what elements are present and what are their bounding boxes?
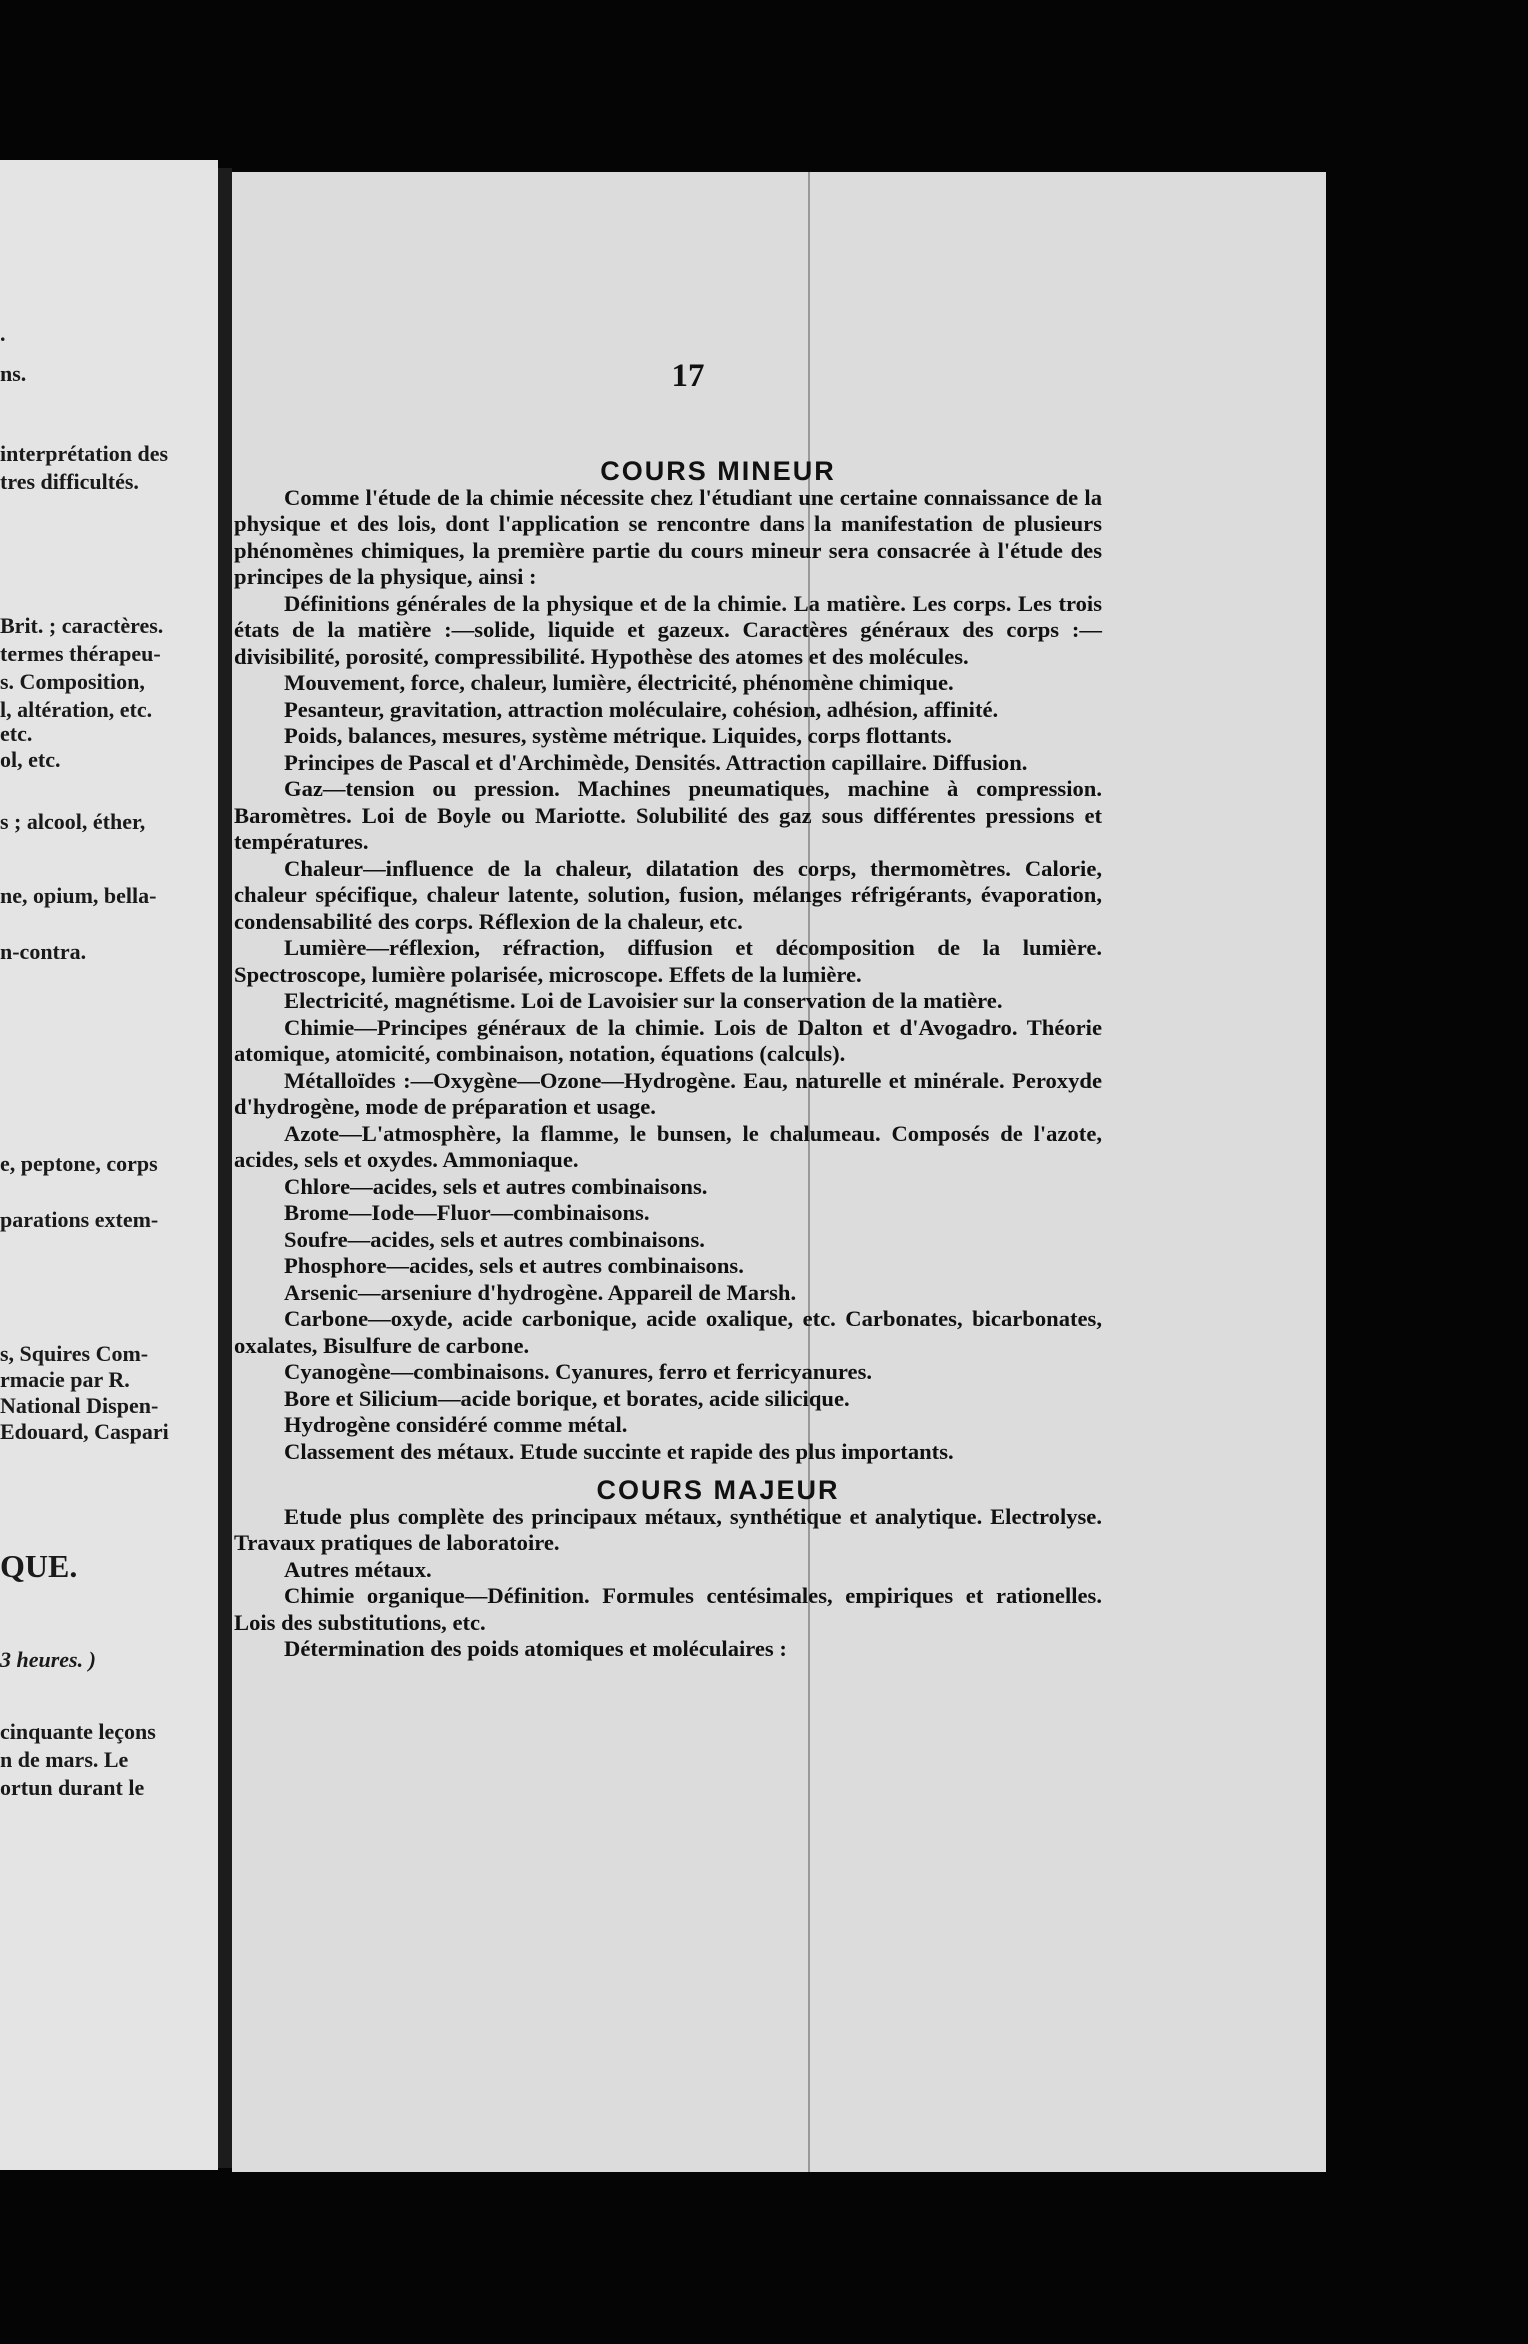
paragraph: Chimie organique—Définition. Formules centésimales, empiriques et rationelles. Lois des substitutions, etc. (234, 1583, 1102, 1635)
left-page-line: termes thérapeu- (0, 641, 161, 666)
paragraph: Métalloïdes :—Oxygène—Ozone—Hydrogène. Eau, naturelle et minérale. Peroxyde d'hydrogène, mode de préparation et usage. (234, 1067, 1102, 1119)
section-title-cours-mineur: COURS MINEUR (600, 456, 836, 486)
paragraph: Pesanteur, gravitation, attraction moléculaire, cohésion, adhésion, affinité. (284, 696, 999, 722)
left-page-line: etc. (0, 721, 33, 746)
cours-mineur-body (234, 485, 1102, 1466)
paragraph: Principes de Pascal et d'Archimède, Densités. Attraction capillaire. Diffusion. (284, 749, 1028, 775)
paragraph: Carbone—oxyde, acide carbonique, acide oxalique, etc. Carbonates, bicarbonates, oxalates, Bisulfure de carbone. (234, 1306, 1102, 1358)
left-page-line: Edouard, Caspari (0, 1419, 169, 1444)
paragraph: Détermination des poids atomiques et moléculaires : (284, 1636, 787, 1661)
right-page (232, 172, 1326, 2172)
left-page-line: ol, etc. (0, 747, 61, 772)
cours-majeur-body (234, 1504, 1102, 1663)
paragraph: Poids, balances, mesures, système métrique. Liquides, corps flottants. (284, 723, 952, 748)
paragraph: Classement des métaux. Etude succinte et rapide des plus importants. (284, 1438, 954, 1464)
paragraph: Arsenic—arseniure d'hydrogène. Appareil de Marsh. (284, 1279, 797, 1305)
page-content (234, 358, 1102, 1663)
paragraph: Chlore—acides, sels et autres combinaisons. (284, 1173, 708, 1199)
paragraph: Mouvement, force, chaleur, lumière, électricité, phénomène chimique. (284, 670, 954, 695)
left-page-line: n-contra. (0, 939, 87, 964)
left-page-line: QUE. (0, 1548, 78, 1584)
left-page-line: s ; alcool, éther, (0, 809, 146, 834)
paragraph: Phosphore—acides, sels et autres combinaisons. (284, 1253, 744, 1278)
left-page-line: e, peptone, corps (0, 1151, 158, 1176)
left-page (0, 160, 218, 2170)
paragraph: Bore et Silicium—acide borique, et borates, acide silicique. (284, 1385, 850, 1411)
paragraph: Comme l'étude de la chimie nécessite chez l'étudiant une certaine connaissance de la physique et des lois, dont l'application se rencontre dans la manifestation de plusieurs phénomènes chimiques, la première partie du cours mineur sera consacrée à l'étude des principes de la physique, ainsi : (234, 484, 1102, 589)
paragraph: Azote—L'atmosphère, la flamme, le bunsen, le chalumeau. Composés de l'azote, acides, sels et oxydes. Ammoniaque. (234, 1120, 1102, 1172)
left-page-line: n de mars. Le (0, 1747, 129, 1772)
left-page-line: s. Composition, (0, 669, 145, 694)
left-page-line: parations extem- (0, 1207, 159, 1232)
paragraph: Chaleur—influence de la chaleur, dilatation des corps, thermomètres. Calorie, chaleur spécifique, chaleur latente, solution, fusion, mélanges réfrigérants, évaporation, condensabilité des corps. Réflexion de la chaleur, etc. (234, 855, 1102, 934)
paragraph: Gaz—tension ou pression. Machines pneumatiques, machine à compression. Baromètres. Loi de Boyle ou Mariotte. Solubilité des gaz sous différentes pressions et températures. (234, 776, 1102, 854)
paragraph: Brome—Iode—Fluor—combinaisons. (284, 1200, 650, 1225)
left-page-line: l, altération, etc. (0, 697, 153, 722)
left-page-line: interprétation des (0, 441, 169, 466)
left-page-line: National Dispen- (0, 1393, 159, 1418)
left-page-line: 3 heures. ) (0, 1647, 96, 1672)
left-page-line: . (0, 321, 6, 346)
paragraph: Chimie—Principes généraux de la chimie. Lois de Dalton et d'Avogadro. Théorie atomique, atomicité, combinaison, notation, équations (calculs). (234, 1014, 1102, 1066)
page-number: 17 (671, 358, 705, 394)
paragraph: Lumière—réflexion, réfraction, diffusion et décomposition de la lumière. Spectroscope, lumière polarisée, microscope. Effets de la lumière. (234, 935, 1102, 987)
left-page-line: cinquante leçons (0, 1719, 156, 1744)
left-page-line: Brit. ; caractères. (0, 613, 164, 638)
left-page-line: tres difficultés. (0, 469, 139, 494)
paragraph: Electricité, magnétisme. Loi de Lavoisier sur la conservation de la matière. (284, 988, 1003, 1013)
paragraph: Cyanogène—combinaisons. Cyanures, ferro et ferricyanures. (284, 1359, 873, 1384)
left-page-line: ne, opium, bella- (0, 883, 157, 908)
paragraph: Définitions générales de la physique et de la chimie. La matière. Les corps. Les trois états de la matière :—solide, liquide et gazeux. Caractères généraux des corps :—divisibilité, porosité, compressibilité. Hypothèse des atomes et des molécules. (234, 590, 1102, 669)
left-page-line: ns. (0, 361, 27, 386)
paragraph: Etude plus complète des principaux métaux, synthétique et analytique. Electrolyse. Travaux pratiques de laboratoire. (234, 1503, 1102, 1555)
left-page-line: rmacie par R. (0, 1367, 130, 1392)
paragraph: Soufre—acides, sels et autres combinaisons. (284, 1226, 705, 1252)
paragraph: Autres métaux. (284, 1556, 432, 1582)
paragraph: Hydrogène considéré comme métal. (284, 1412, 628, 1437)
book-gutter (218, 168, 232, 2168)
section-title-cours-majeur: COURS MAJEUR (596, 1475, 840, 1505)
left-page-line: s, Squires Com- (0, 1341, 149, 1366)
left-page-line: ortun durant le (0, 1775, 145, 1800)
